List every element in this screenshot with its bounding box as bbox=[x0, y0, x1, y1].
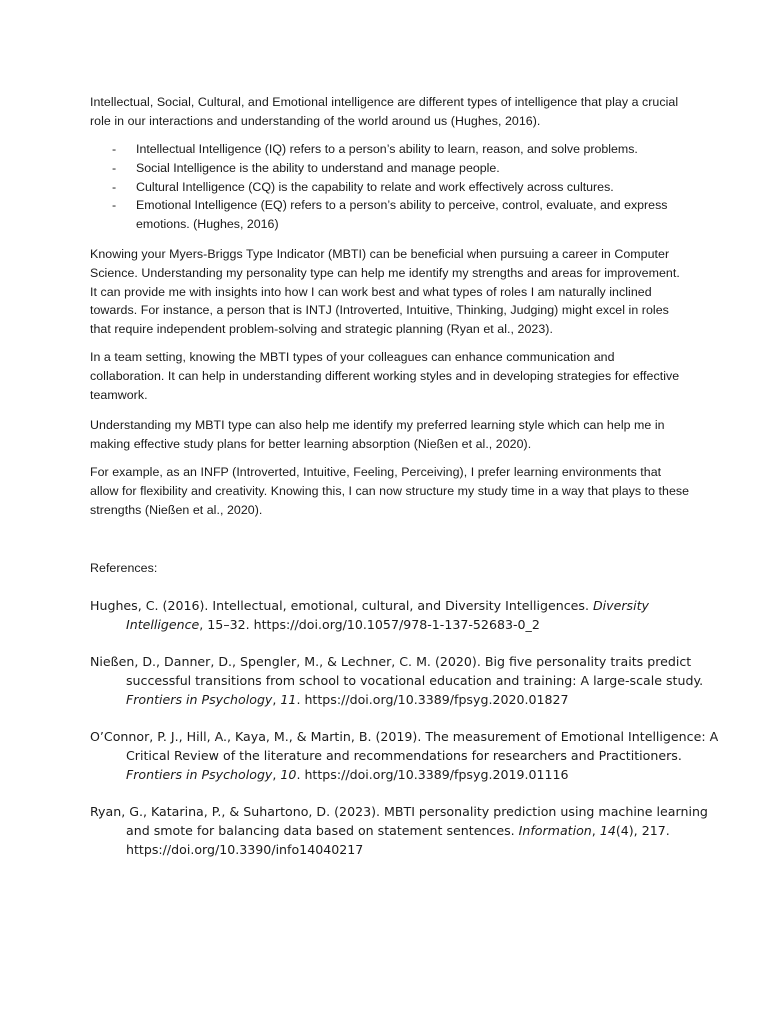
reference-source-title: Information bbox=[518, 823, 592, 838]
reference-text: O’Connor, P. J., Hill, A., Kaya, M., & Martin, B. (2019). The measurement of Emotional Intelligence: A Critical Review of the literature and recommendations for researchers and Practitioners. bbox=[90, 729, 719, 763]
reference-separator: , bbox=[272, 692, 281, 707]
reference-text-tail: , 15–32. https://doi.org/10.1057/978-1-137-52683-0_2 bbox=[199, 617, 540, 632]
list-item-text: Intellectual Intelligence (IQ) refers to a person’s ability to learn, reason, and solve problems. bbox=[136, 142, 638, 156]
intelligence-types-list bbox=[90, 140, 690, 234]
learning-style-paragraph: Understanding my MBTI type can also help me identify my preferred learning style which can help me in making effective study plans for better learning absorption (Nießen et al., 2020). bbox=[90, 418, 665, 451]
list-item bbox=[90, 196, 690, 234]
reference-text-tail: . https://doi.org/10.3389/fpsyg.2020.01827 bbox=[296, 692, 569, 707]
bullet-marker: - bbox=[112, 179, 117, 194]
bullet-marker: - bbox=[112, 198, 117, 213]
reference-text-tail: . https://doi.org/10.3389/fpsyg.2019.01116 bbox=[296, 767, 569, 782]
reference-text: Nießen, D., Danner, D., Spengler, M., & Lechner, C. M. (2020). Big five personality traits predict successful transitions from school to vocational education and training: A large-scale study. bbox=[90, 654, 704, 688]
reference-text: Hughes, C. (2016). Intellectual, emotional, cultural, and Diversity Intelligences. bbox=[90, 598, 593, 613]
mbti-career-paragraph: Knowing your Myers-Briggs Type Indicator (MBTI) can be beneficial when pursuing a career in Computer Science. Understanding my personality type can help me identify my strengths and areas for improvement. It can provide me with insights into how I can work best and what types of roles I am naturally inclined towards. For instance, a person that is INTJ (Introverted, Intuitive, Thinking, Judging) might excel in roles that require independent problem-solving and strategic planning (Ryan et al., 2023). bbox=[90, 247, 680, 337]
reference-separator: , bbox=[591, 823, 600, 838]
list-item bbox=[90, 140, 690, 159]
reference-volume: 11 bbox=[280, 692, 297, 707]
bullet-marker: - bbox=[112, 160, 117, 175]
reference-source-title: Frontiers in Psychology bbox=[126, 692, 273, 707]
reference-separator: , bbox=[272, 767, 281, 782]
reference-source-title: Frontiers in Psychology bbox=[126, 767, 273, 782]
team-setting-paragraph: In a team setting, knowing the MBTI types of your colleagues can enhance communication and collaboration. It can help in understanding different working styles and in developing strategies for effective teamwork. bbox=[90, 350, 680, 402]
reference-entry bbox=[90, 652, 726, 709]
reference-text-tail: (4), 217. https://doi.org/10.3390/info14040217 bbox=[126, 823, 670, 857]
reference-text: Ryan, G., Katarina, P., & Suhartono, D. (2023). MBTI personality prediction using machine learning and smote for balancing data based on statement sentences. bbox=[90, 804, 708, 838]
reference-volume: 14 bbox=[599, 823, 616, 838]
bullet-marker: - bbox=[112, 142, 117, 156]
references-heading: References: bbox=[90, 561, 158, 575]
list-item-text: Social Intelligence is the ability to understand and manage people. bbox=[136, 160, 500, 175]
list-item-text: Cultural Intelligence (CQ) is the capability to relate and work effectively across cultures. bbox=[136, 179, 614, 194]
intro-paragraph: Intellectual, Social, Cultural, and Emotional intelligence are different types of intelligence that play a crucial role in our interactions and understanding of the world around us (Hughes, 2016). bbox=[90, 95, 679, 128]
reference-entry bbox=[90, 596, 726, 634]
reference-entry bbox=[90, 802, 726, 859]
list-item bbox=[90, 178, 690, 197]
infp-example-paragraph: For example, as an INFP (Introverted, Intuitive, Feeling, Perceiving), I prefer learning environments that allow for flexibility and creativity. Knowing this, I can now structure my study time in a way that plays to these strengths (Nießen et al., 2020). bbox=[90, 465, 690, 517]
list-item bbox=[90, 159, 690, 178]
reference-source-title: Diversity Intelligence bbox=[126, 598, 650, 632]
reference-volume: 10 bbox=[280, 767, 297, 782]
reference-entry bbox=[90, 727, 726, 784]
list-item-text: Emotional Intelligence (EQ) refers to a person’s ability to perceive, control, evaluate, and express emotions. (Hughes, 2016) bbox=[136, 198, 668, 232]
